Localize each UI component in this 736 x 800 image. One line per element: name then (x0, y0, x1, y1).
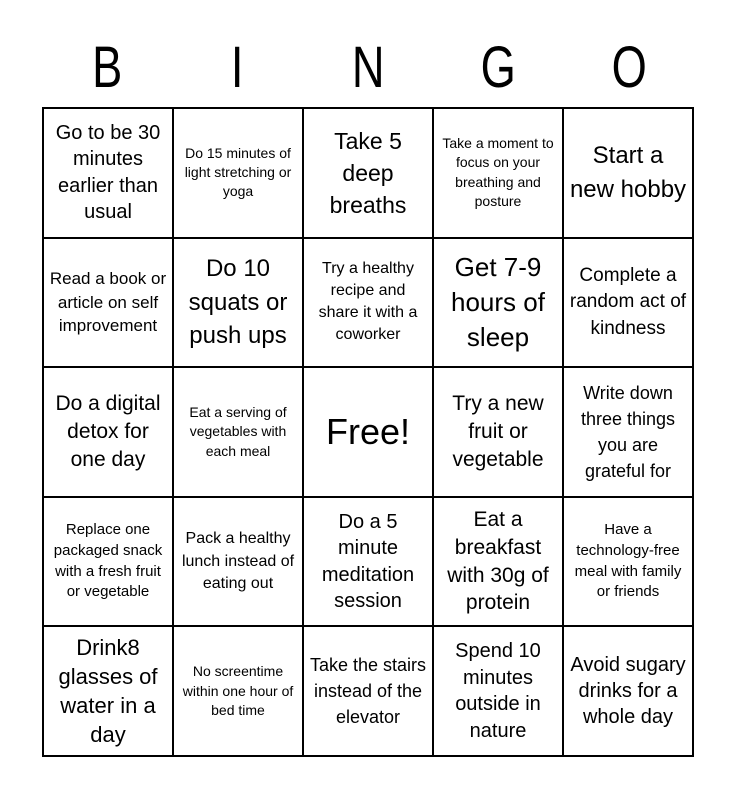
bingo-cell-r4c3[interactable]: Do a 5 minute meditation session (303, 497, 433, 627)
bingo-cell-r5c1[interactable]: Drink8 glasses of water in a day (43, 626, 173, 756)
bingo-cell-r5c4[interactable]: Spend 10 minutes outside in nature (433, 626, 563, 756)
bingo-cell-r4c4[interactable]: Eat a breakfast with 30g of protein (433, 497, 563, 627)
bingo-cell-r1c2[interactable]: Do 15 minutes of light stretching or yoga (173, 108, 303, 238)
bingo-letter-g: G (480, 35, 516, 100)
bingo-cell-r3c1[interactable]: Do a digital detox for one day (43, 367, 173, 497)
bingo-cell-r4c2[interactable]: Pack a healthy lunch instead of eating out (173, 497, 303, 627)
bingo-letter-i: I (231, 35, 244, 100)
bingo-letter-o: O (611, 35, 647, 100)
bingo-letter-n: N (351, 35, 385, 100)
bingo-letter-b: B (92, 35, 123, 100)
bingo-cell-r3c2[interactable]: Eat a serving of vegetables with each meal (173, 367, 303, 497)
bingo-cell-r5c2[interactable]: No screentime within one hour of bed time (173, 626, 303, 756)
bingo-cell-r2c3[interactable]: Try a healthy recipe and share it with a coworker (303, 238, 433, 368)
bingo-cell-r5c5[interactable]: Avoid sugary drinks for a whole day (563, 626, 693, 756)
bingo-cell-r1c3[interactable]: Take 5 deep breaths (303, 108, 433, 238)
bingo-cell-r4c1[interactable]: Replace one packaged snack with a fresh fruit or vegetable (43, 497, 173, 627)
bingo-cell-free[interactable]: Free! (303, 367, 433, 497)
bingo-cell-r2c1[interactable]: Read a book or article on self improvement (43, 238, 173, 368)
bingo-cell-r2c4[interactable]: Get 7-9 hours of sleep (433, 238, 563, 368)
bingo-grid (42, 107, 694, 757)
bingo-cell-r2c5[interactable]: Complete a random act of kindness (563, 238, 693, 368)
bingo-cell-r3c4[interactable]: Try a new fruit or vegetable (433, 367, 563, 497)
bingo-title (42, 36, 694, 100)
bingo-cell-r4c5[interactable]: Have a technology-free meal with family or friends (563, 497, 693, 627)
bingo-cell-r1c1[interactable]: Go to be 30 minutes earlier than usual (43, 108, 173, 238)
bingo-cell-r1c4[interactable]: Take a moment to focus on your breathing and posture (433, 108, 563, 238)
bingo-cell-r2c2[interactable]: Do 10 squats or push ups (173, 238, 303, 368)
bingo-cell-r5c3[interactable]: Take the stairs instead of the elevator (303, 626, 433, 756)
bingo-cell-r3c5[interactable]: Write down three things you are grateful for (563, 367, 693, 497)
bingo-cell-r1c5[interactable]: Start a new hobby (563, 108, 693, 238)
